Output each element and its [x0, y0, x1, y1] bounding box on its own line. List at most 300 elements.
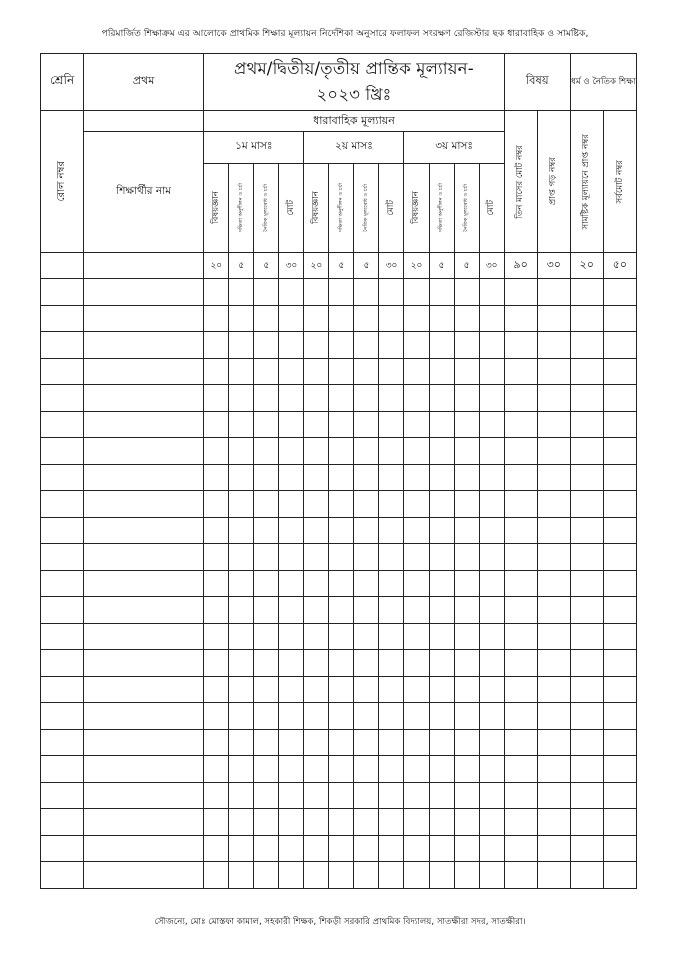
mark-cell[interactable] — [570, 358, 603, 385]
mark-cell[interactable] — [354, 464, 379, 491]
mark-cell[interactable] — [279, 464, 304, 491]
mark-cell[interactable] — [504, 756, 537, 783]
mark-cell[interactable] — [504, 623, 537, 650]
mark-cell[interactable] — [479, 703, 504, 730]
roll-cell[interactable] — [41, 411, 84, 438]
mark-cell[interactable] — [454, 756, 479, 783]
mark-cell[interactable] — [429, 411, 454, 438]
mark-cell[interactable] — [254, 438, 279, 465]
mark-cell[interactable] — [504, 332, 537, 359]
mark-cell[interactable] — [254, 517, 279, 544]
mark-cell[interactable] — [329, 544, 354, 571]
mark-cell[interactable] — [379, 676, 404, 703]
mark-cell[interactable] — [537, 411, 570, 438]
roll-cell[interactable] — [41, 676, 84, 703]
mark-cell[interactable] — [229, 411, 254, 438]
mark-cell[interactable] — [304, 623, 329, 650]
mark-cell[interactable] — [537, 729, 570, 756]
mark-cell[interactable] — [229, 305, 254, 332]
mark-cell[interactable] — [603, 809, 636, 836]
mark-cell[interactable] — [304, 464, 329, 491]
mark-cell[interactable] — [537, 464, 570, 491]
mark-cell[interactable] — [504, 491, 537, 518]
mark-cell[interactable] — [279, 782, 304, 809]
mark-cell[interactable] — [454, 676, 479, 703]
mark-cell[interactable] — [429, 464, 454, 491]
mark-cell[interactable] — [570, 862, 603, 889]
mark-cell[interactable] — [504, 676, 537, 703]
mark-cell[interactable] — [537, 332, 570, 359]
mark-cell[interactable] — [229, 544, 254, 571]
mark-cell[interactable] — [570, 332, 603, 359]
mark-cell[interactable] — [454, 517, 479, 544]
mark-cell[interactable] — [204, 385, 229, 412]
mark-cell[interactable] — [304, 411, 329, 438]
mark-cell[interactable] — [354, 358, 379, 385]
student-name-cell[interactable] — [84, 491, 204, 518]
student-name-cell[interactable] — [84, 305, 204, 332]
mark-cell[interactable] — [537, 676, 570, 703]
mark-cell[interactable] — [254, 279, 279, 306]
roll-cell[interactable] — [41, 835, 84, 862]
mark-cell[interactable] — [404, 544, 429, 571]
mark-cell[interactable] — [404, 358, 429, 385]
mark-cell[interactable] — [454, 623, 479, 650]
mark-cell[interactable] — [279, 358, 304, 385]
mark-cell[interactable] — [379, 729, 404, 756]
mark-cell[interactable] — [229, 809, 254, 836]
mark-cell[interactable] — [379, 809, 404, 836]
mark-cell[interactable] — [204, 809, 229, 836]
mark-cell[interactable] — [354, 385, 379, 412]
mark-cell[interactable] — [329, 597, 354, 624]
mark-cell[interactable] — [229, 491, 254, 518]
mark-cell[interactable] — [379, 438, 404, 465]
mark-cell[interactable] — [379, 279, 404, 306]
mark-cell[interactable] — [304, 782, 329, 809]
student-name-cell[interactable] — [84, 703, 204, 730]
mark-cell[interactable] — [504, 570, 537, 597]
mark-cell[interactable] — [304, 438, 329, 465]
mark-cell[interactable] — [254, 703, 279, 730]
student-name-cell[interactable] — [84, 279, 204, 306]
mark-cell[interactable] — [504, 464, 537, 491]
student-name-cell[interactable] — [84, 756, 204, 783]
mark-cell[interactable] — [279, 650, 304, 677]
mark-cell[interactable] — [254, 332, 279, 359]
mark-cell[interactable] — [354, 411, 379, 438]
mark-cell[interactable] — [404, 517, 429, 544]
mark-cell[interactable] — [254, 464, 279, 491]
mark-cell[interactable] — [304, 570, 329, 597]
student-name-cell[interactable] — [84, 835, 204, 862]
mark-cell[interactable] — [603, 703, 636, 730]
mark-cell[interactable] — [570, 570, 603, 597]
mark-cell[interactable] — [504, 597, 537, 624]
roll-cell[interactable] — [41, 438, 84, 465]
mark-cell[interactable] — [254, 729, 279, 756]
mark-cell[interactable] — [354, 544, 379, 571]
mark-cell[interactable] — [254, 597, 279, 624]
mark-cell[interactable] — [204, 782, 229, 809]
mark-cell[interactable] — [279, 517, 304, 544]
mark-cell[interactable] — [504, 411, 537, 438]
mark-cell[interactable] — [229, 782, 254, 809]
mark-cell[interactable] — [603, 279, 636, 306]
mark-cell[interactable] — [254, 756, 279, 783]
mark-cell[interactable] — [329, 438, 354, 465]
roll-cell[interactable] — [41, 703, 84, 730]
mark-cell[interactable] — [304, 279, 329, 306]
student-name-cell[interactable] — [84, 544, 204, 571]
mark-cell[interactable] — [479, 305, 504, 332]
mark-cell[interactable] — [454, 438, 479, 465]
mark-cell[interactable] — [479, 411, 504, 438]
mark-cell[interactable] — [603, 862, 636, 889]
roll-cell[interactable] — [41, 862, 84, 889]
mark-cell[interactable] — [404, 491, 429, 518]
mark-cell[interactable] — [479, 782, 504, 809]
mark-cell[interactable] — [454, 650, 479, 677]
mark-cell[interactable] — [570, 597, 603, 624]
mark-cell[interactable] — [254, 809, 279, 836]
mark-cell[interactable] — [204, 729, 229, 756]
roll-cell[interactable] — [41, 756, 84, 783]
mark-cell[interactable] — [454, 544, 479, 571]
mark-cell[interactable] — [204, 305, 229, 332]
student-name-cell[interactable] — [84, 782, 204, 809]
mark-cell[interactable] — [254, 385, 279, 412]
mark-cell[interactable] — [404, 438, 429, 465]
mark-cell[interactable] — [279, 332, 304, 359]
mark-cell[interactable] — [570, 703, 603, 730]
mark-cell[interactable] — [537, 782, 570, 809]
mark-cell[interactable] — [379, 332, 404, 359]
roll-cell[interactable] — [41, 305, 84, 332]
student-name-cell[interactable] — [84, 676, 204, 703]
mark-cell[interactable] — [429, 782, 454, 809]
mark-cell[interactable] — [204, 835, 229, 862]
mark-cell[interactable] — [229, 438, 254, 465]
mark-cell[interactable] — [279, 862, 304, 889]
mark-cell[interactable] — [204, 756, 229, 783]
mark-cell[interactable] — [279, 729, 304, 756]
roll-cell[interactable] — [41, 517, 84, 544]
mark-cell[interactable] — [603, 358, 636, 385]
mark-cell[interactable] — [537, 650, 570, 677]
mark-cell[interactable] — [454, 835, 479, 862]
mark-cell[interactable] — [279, 570, 304, 597]
mark-cell[interactable] — [279, 491, 304, 518]
mark-cell[interactable] — [204, 332, 229, 359]
mark-cell[interactable] — [329, 332, 354, 359]
mark-cell[interactable] — [204, 411, 229, 438]
mark-cell[interactable] — [379, 411, 404, 438]
mark-cell[interactable] — [254, 570, 279, 597]
mark-cell[interactable] — [354, 332, 379, 359]
mark-cell[interactable] — [379, 623, 404, 650]
mark-cell[interactable] — [354, 597, 379, 624]
mark-cell[interactable] — [354, 517, 379, 544]
mark-cell[interactable] — [570, 782, 603, 809]
mark-cell[interactable] — [279, 279, 304, 306]
mark-cell[interactable] — [454, 782, 479, 809]
mark-cell[interactable] — [454, 464, 479, 491]
mark-cell[interactable] — [570, 491, 603, 518]
mark-cell[interactable] — [479, 332, 504, 359]
mark-cell[interactable] — [204, 517, 229, 544]
mark-cell[interactable] — [537, 544, 570, 571]
mark-cell[interactable] — [354, 305, 379, 332]
mark-cell[interactable] — [304, 332, 329, 359]
mark-cell[interactable] — [479, 517, 504, 544]
mark-cell[interactable] — [379, 782, 404, 809]
mark-cell[interactable] — [404, 411, 429, 438]
mark-cell[interactable] — [570, 650, 603, 677]
mark-cell[interactable] — [404, 703, 429, 730]
mark-cell[interactable] — [404, 332, 429, 359]
mark-cell[interactable] — [479, 623, 504, 650]
mark-cell[interactable] — [354, 676, 379, 703]
mark-cell[interactable] — [279, 623, 304, 650]
mark-cell[interactable] — [204, 464, 229, 491]
mark-cell[interactable] — [429, 279, 454, 306]
roll-cell[interactable] — [41, 570, 84, 597]
student-name-cell[interactable] — [84, 438, 204, 465]
mark-cell[interactable] — [537, 623, 570, 650]
mark-cell[interactable] — [504, 782, 537, 809]
student-name-cell[interactable] — [84, 332, 204, 359]
mark-cell[interactable] — [254, 411, 279, 438]
mark-cell[interactable] — [479, 358, 504, 385]
mark-cell[interactable] — [603, 570, 636, 597]
mark-cell[interactable] — [229, 756, 254, 783]
student-name-cell[interactable] — [84, 411, 204, 438]
mark-cell[interactable] — [504, 544, 537, 571]
mark-cell[interactable] — [229, 862, 254, 889]
mark-cell[interactable] — [603, 756, 636, 783]
mark-cell[interactable] — [229, 464, 254, 491]
mark-cell[interactable] — [504, 358, 537, 385]
mark-cell[interactable] — [570, 517, 603, 544]
mark-cell[interactable] — [454, 358, 479, 385]
mark-cell[interactable] — [479, 862, 504, 889]
mark-cell[interactable] — [429, 623, 454, 650]
mark-cell[interactable] — [404, 729, 429, 756]
mark-cell[interactable] — [279, 305, 304, 332]
mark-cell[interactable] — [429, 835, 454, 862]
mark-cell[interactable] — [379, 650, 404, 677]
mark-cell[interactable] — [254, 782, 279, 809]
mark-cell[interactable] — [603, 305, 636, 332]
mark-cell[interactable] — [537, 570, 570, 597]
mark-cell[interactable] — [304, 385, 329, 412]
mark-cell[interactable] — [304, 358, 329, 385]
mark-cell[interactable] — [404, 756, 429, 783]
mark-cell[interactable] — [479, 676, 504, 703]
mark-cell[interactable] — [429, 676, 454, 703]
mark-cell[interactable] — [404, 623, 429, 650]
mark-cell[interactable] — [537, 358, 570, 385]
mark-cell[interactable] — [429, 517, 454, 544]
mark-cell[interactable] — [603, 464, 636, 491]
mark-cell[interactable] — [279, 411, 304, 438]
mark-cell[interactable] — [329, 835, 354, 862]
roll-cell[interactable] — [41, 782, 84, 809]
mark-cell[interactable] — [454, 862, 479, 889]
mark-cell[interactable] — [404, 597, 429, 624]
mark-cell[interactable] — [537, 756, 570, 783]
mark-cell[interactable] — [254, 305, 279, 332]
mark-cell[interactable] — [204, 650, 229, 677]
mark-cell[interactable] — [304, 676, 329, 703]
roll-cell[interactable] — [41, 623, 84, 650]
mark-cell[interactable] — [429, 570, 454, 597]
mark-cell[interactable] — [454, 305, 479, 332]
mark-cell[interactable] — [404, 809, 429, 836]
mark-cell[interactable] — [570, 729, 603, 756]
mark-cell[interactable] — [570, 411, 603, 438]
student-name-cell[interactable] — [84, 385, 204, 412]
mark-cell[interactable] — [379, 358, 404, 385]
mark-cell[interactable] — [379, 703, 404, 730]
mark-cell[interactable] — [279, 676, 304, 703]
mark-cell[interactable] — [404, 676, 429, 703]
mark-cell[interactable] — [229, 835, 254, 862]
mark-cell[interactable] — [454, 809, 479, 836]
mark-cell[interactable] — [429, 650, 454, 677]
mark-cell[interactable] — [429, 491, 454, 518]
mark-cell[interactable] — [304, 703, 329, 730]
mark-cell[interactable] — [454, 332, 479, 359]
mark-cell[interactable] — [279, 544, 304, 571]
mark-cell[interactable] — [570, 676, 603, 703]
student-name-cell[interactable] — [84, 464, 204, 491]
mark-cell[interactable] — [329, 305, 354, 332]
mark-cell[interactable] — [404, 835, 429, 862]
mark-cell[interactable] — [504, 862, 537, 889]
mark-cell[interactable] — [570, 305, 603, 332]
mark-cell[interactable] — [454, 279, 479, 306]
mark-cell[interactable] — [329, 862, 354, 889]
mark-cell[interactable] — [229, 676, 254, 703]
mark-cell[interactable] — [329, 650, 354, 677]
mark-cell[interactable] — [254, 862, 279, 889]
mark-cell[interactable] — [304, 305, 329, 332]
mark-cell[interactable] — [279, 756, 304, 783]
roll-cell[interactable] — [41, 464, 84, 491]
mark-cell[interactable] — [429, 597, 454, 624]
mark-cell[interactable] — [603, 544, 636, 571]
mark-cell[interactable] — [404, 570, 429, 597]
mark-cell[interactable] — [454, 703, 479, 730]
mark-cell[interactable] — [254, 676, 279, 703]
mark-cell[interactable] — [329, 464, 354, 491]
mark-cell[interactable] — [603, 835, 636, 862]
mark-cell[interactable] — [354, 570, 379, 597]
mark-cell[interactable] — [454, 729, 479, 756]
roll-cell[interactable] — [41, 385, 84, 412]
mark-cell[interactable] — [454, 570, 479, 597]
mark-cell[interactable] — [537, 517, 570, 544]
mark-cell[interactable] — [329, 703, 354, 730]
roll-cell[interactable] — [41, 491, 84, 518]
mark-cell[interactable] — [570, 835, 603, 862]
mark-cell[interactable] — [570, 623, 603, 650]
mark-cell[interactable] — [504, 305, 537, 332]
mark-cell[interactable] — [603, 623, 636, 650]
mark-cell[interactable] — [479, 279, 504, 306]
mark-cell[interactable] — [379, 491, 404, 518]
mark-cell[interactable] — [279, 809, 304, 836]
mark-cell[interactable] — [603, 332, 636, 359]
mark-cell[interactable] — [354, 279, 379, 306]
mark-cell[interactable] — [537, 703, 570, 730]
mark-cell[interactable] — [304, 597, 329, 624]
roll-cell[interactable] — [41, 729, 84, 756]
mark-cell[interactable] — [329, 517, 354, 544]
student-name-cell[interactable] — [84, 597, 204, 624]
mark-cell[interactable] — [429, 729, 454, 756]
mark-cell[interactable] — [204, 279, 229, 306]
mark-cell[interactable] — [329, 756, 354, 783]
mark-cell[interactable] — [354, 756, 379, 783]
mark-cell[interactable] — [570, 464, 603, 491]
mark-cell[interactable] — [229, 623, 254, 650]
mark-cell[interactable] — [537, 305, 570, 332]
mark-cell[interactable] — [354, 623, 379, 650]
mark-cell[interactable] — [354, 862, 379, 889]
mark-cell[interactable] — [254, 650, 279, 677]
mark-cell[interactable] — [454, 491, 479, 518]
mark-cell[interactable] — [404, 862, 429, 889]
mark-cell[interactable] — [329, 411, 354, 438]
mark-cell[interactable] — [204, 570, 229, 597]
mark-cell[interactable] — [603, 650, 636, 677]
mark-cell[interactable] — [479, 756, 504, 783]
mark-cell[interactable] — [570, 385, 603, 412]
mark-cell[interactable] — [229, 279, 254, 306]
mark-cell[interactable] — [254, 835, 279, 862]
mark-cell[interactable] — [379, 862, 404, 889]
mark-cell[interactable] — [254, 623, 279, 650]
student-name-cell[interactable] — [84, 809, 204, 836]
roll-cell[interactable] — [41, 597, 84, 624]
mark-cell[interactable] — [404, 385, 429, 412]
mark-cell[interactable] — [603, 491, 636, 518]
mark-cell[interactable] — [537, 385, 570, 412]
student-name-cell[interactable] — [84, 517, 204, 544]
mark-cell[interactable] — [254, 544, 279, 571]
mark-cell[interactable] — [379, 544, 404, 571]
mark-cell[interactable] — [504, 650, 537, 677]
mark-cell[interactable] — [479, 650, 504, 677]
mark-cell[interactable] — [229, 358, 254, 385]
mark-cell[interactable] — [279, 703, 304, 730]
mark-cell[interactable] — [204, 703, 229, 730]
mark-cell[interactable] — [504, 438, 537, 465]
mark-cell[interactable] — [279, 385, 304, 412]
mark-cell[interactable] — [479, 385, 504, 412]
mark-cell[interactable] — [379, 517, 404, 544]
mark-cell[interactable] — [304, 809, 329, 836]
roll-cell[interactable] — [41, 279, 84, 306]
mark-cell[interactable] — [537, 491, 570, 518]
mark-cell[interactable] — [329, 676, 354, 703]
mark-cell[interactable] — [570, 756, 603, 783]
mark-cell[interactable] — [479, 544, 504, 571]
roll-cell[interactable] — [41, 544, 84, 571]
